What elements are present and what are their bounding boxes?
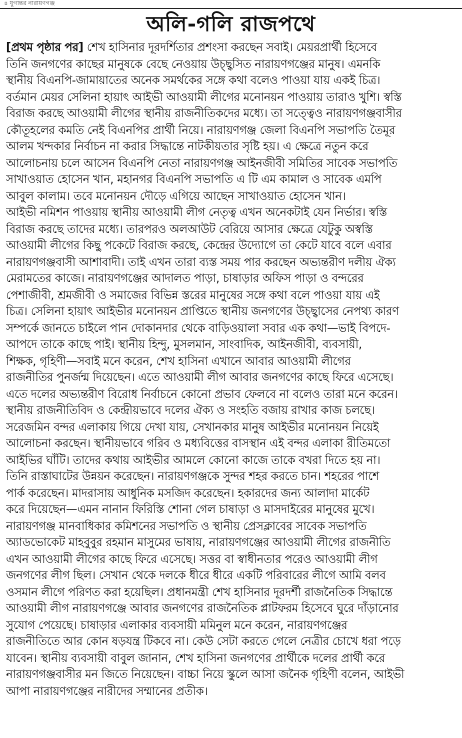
article-line-text: যাবেন। স্থানীয় ব্যবসায়ী বাবুল জানান, শেখ হাসিনা জনগণের প্রার্থীকে দলের প্রার্থী করে — [6, 651, 386, 665]
article-line-text: বর্তমান মেয়র সেলিনা হায়াৎ আইভী আওয়ামী লীগের মনোনয়ন পাওয়ায় তারাও খুশি। স্বস্তি — [6, 90, 402, 104]
article-line — [6, 519, 455, 536]
article-line — [6, 651, 455, 668]
article-line — [6, 205, 455, 222]
article-line — [6, 667, 455, 684]
article-line-text: আলোচনায় চলে আসেন বিএনপি নেতা নারায়ণগঞ্জ আইনজীবী সমিতির সাবেক সভাপতি — [6, 156, 398, 170]
article-line — [6, 255, 455, 272]
article-line — [6, 222, 455, 239]
article-line-text: আইভির ঘাঁটি। তাদের কথায় আইভীর আমলে কোনো কাজে তাকে বখরা দিতে হয় না। — [6, 453, 381, 467]
article-line — [6, 156, 455, 173]
article-line — [6, 139, 455, 156]
article-line — [6, 189, 455, 206]
article-line-text: সাখাওয়াত হোসেন খান, মহানগর বিএনপি সভাপতি এ টি এম কামাল ও সাবেক এমপি — [6, 173, 382, 186]
article-line-text: এখন আওয়ামী লীগের কাছে ফিরে এসেছে। সত্তর বা স্বাধীনতার পরেও আওয়ামী লীগ — [6, 552, 378, 566]
article-line — [6, 552, 455, 569]
article-line-text: রাজনীতির পুনর্জন্ম দিয়েছেন। এতে আওয়ামী লীগ আবার জনগণের কাছে ফিরে এসেছে। — [6, 371, 394, 384]
article-line — [6, 486, 455, 503]
article-line — [6, 40, 455, 57]
article-line-text: তিনি রাস্তাঘাটের উন্নয়ন করেছেন। নারায়ণগঞ্জকে সুন্দর শহর করতে চান। শহরের পাশে — [6, 470, 380, 483]
article-line — [6, 238, 455, 255]
article-line — [6, 618, 455, 635]
article-line — [6, 387, 455, 404]
article-line-text: স্থানীয় বিএনপি-জামায়াতের অনেক সমর্থকের সঙ্গে কথা বলেও পাওয়া যায় একই চিত্র। — [6, 74, 381, 87]
article-line-text: আলম খন্দকার নির্বাচন না করার সিদ্ধান্তে নাটকীয়তার সৃষ্টি হয়। এ ক্ষেত্রে নতুন করে — [6, 140, 369, 153]
article-line-text: বিরাজ করছে তাদের মধ্যে। তারপরও অলআউট বেরিয়ে আসার ক্ষেত্রে যেটুকু অস্বস্তি — [6, 222, 373, 236]
article-line-text: তিনি জনগণের কাছের মানুষকে বেছে নেওয়ায় উচ্ছ্বসিত নারায়ণগঞ্জের মানুষ। এমনকি — [6, 57, 381, 71]
article-line — [6, 106, 455, 123]
article-line-text: নারায়ণগঞ্জবাসী আশাবাদী। তাই এখন তারা ব্যস্ত সময় পার করছেন অভ্যন্তরীণ দলীয় ঐক্য — [6, 255, 396, 269]
article-line-text: সুযোগ পেয়েছে। চাষাড়ার এলাকার ব্যবসায়ী মমিনুল মনে করেন, নারায়ণগঞ্জের — [6, 618, 348, 632]
article-line-text: করে দিয়েছেন—এমন নানান ফিরিস্তি শোনা গেল চাষাড়া ও মাসদাইরের মানুষের মুখে। — [6, 503, 375, 516]
article-line-text: জনগণের লীগ ছিল। সেখান থেকে দলকে ধীরে ধীরে একটি পরিবারের লীগে আমি বলব — [6, 569, 386, 582]
article-line — [6, 337, 455, 354]
article-line-text: সম্পর্কে জানতে চাইলে পান দোকানদার থেকে বাড়িওয়ালা সবার এক কথা—ভাই বিপদে- — [6, 321, 391, 335]
article-line-text: আপদে তাকে কাছে পাই। স্থানীয় হিন্দু, মুসলমান, সাংবাদিক, আইনজীবী, ব্যবসায়ী, — [6, 338, 362, 351]
article-line — [6, 469, 455, 486]
article-line-text: আপা নারায়ণগঞ্জের নারীদের সম্মানের প্রতীক। — [6, 684, 208, 698]
article-line — [6, 436, 455, 453]
top-strip-text: ৪ যুগান্তর নারায়ণগঞ্জ — [4, 0, 55, 7]
article-line — [6, 354, 455, 371]
article-line-text: বিরাজ করছে আওয়ামী লীগের স্থানীয় রাজনীতিকদের মধ্যে। তা সত্ত্বেও নারায়ণগঞ্জবাসীর — [6, 107, 402, 120]
article-line-text: সরেজমিন বন্দর এলাকায় গিয়ে দেখা যায়, সেখানকার মানুষ আইভীর মনোনয়ন নিয়েই — [6, 420, 379, 434]
article-line — [6, 535, 455, 552]
article-line — [6, 568, 455, 585]
article-line — [6, 453, 455, 470]
article-line — [6, 403, 455, 420]
continuation-tag: [প্রথম পৃষ্ঠার পর] — [6, 41, 84, 54]
article-line-text: অ্যাডভোকেট মাহবুবুর রহমান মাসুমের ভাষায়, নারায়ণগঞ্জের আওয়ামী লীগের রাজনীতি — [6, 536, 391, 549]
article-line-text: শিক্ষক, গৃহিণী—সবাই মনে করেন, শেখ হাসিনা এখানে আবার আওয়ামী লীগের — [6, 354, 351, 368]
article-line-text: আইভী নমিশন পাওয়ায় স্থানীয় আওয়ামী লীগ নেতৃত্ব এখন অনেকটাই যেন নির্ভার। স্বস্তি — [6, 206, 387, 219]
article-line-text: স্থানীয় রাজনীতিবিদ ও কেন্দ্রীয়ভাবে দলের ঐক্য ও সংহতি বজায় রাখার কাজ চলছে। — [6, 404, 375, 417]
article-line-text: আওয়ামী লীগের কিছু পকেটে বিরাজ করছে, কেন্দ্রের উদ্যোগে তা কেটে যাবে বলে এবার — [6, 239, 392, 252]
article-line-text: নারায়ণগঞ্জ মানবাধিকার কমিশনের সভাপতি ও স্থানীয় প্রেসক্লাবের সাবেক সভাপতি — [6, 519, 367, 533]
article-line-text: নারায়ণগঞ্জবাসীর মন জিতে নিয়েছেন। বাচ্চা নিয়ে স্কুলে আসা জনৈক গৃহিণী বলেন, আইভী — [6, 668, 405, 681]
top-divider — [0, 8, 462, 9]
article-line — [6, 684, 455, 701]
article-line — [6, 172, 455, 189]
article-line — [6, 585, 455, 602]
article-line — [6, 90, 455, 107]
article-line — [6, 304, 455, 321]
article-body — [6, 40, 455, 734]
article-line — [6, 73, 455, 90]
article-line — [6, 502, 455, 519]
article-line — [6, 321, 455, 338]
article-line-text: আলোচনা করছেন। স্থানীয়ভাবে গরিব ও মধ্যবিত্তের বাসস্থান এই বন্দর এলাকা রীতিমতো — [6, 437, 391, 450]
article-line-text: মেরামতের কাজে। নারায়ণগঞ্জের আদালত পাড়া, চাষাড়ার অফিস পাড়া ও বন্দরের — [6, 272, 364, 285]
article-line-text: চিত্র। সেলিনা হায়াৎ আইভীর মনোনয়ন প্রাপ্তিতে স্থানীয় জনগণের উচ্ছ্বাসের নেপথ্য কারণ — [6, 305, 399, 318]
article-line — [6, 601, 455, 618]
article-line-text: ওসমান লীগে পরিণত করা হয়েছিল। প্রধানমন্ত্রী শেখ হাসিনার দূরদর্শী রাজনৈতিক সিদ্ধান্তে — [6, 585, 393, 599]
article-line-text: রাজনীতিতে আর কোন ষড়যন্ত্র টিকবে না। কেউ সেটা করতে গেলে নেত্রীর চোখে ধরা পড়ে — [6, 635, 401, 648]
article-line — [6, 271, 455, 288]
article-line — [6, 288, 455, 305]
article-line — [6, 57, 455, 74]
article-headline: অলি-গলি রাজপথে — [146, 11, 316, 36]
article-line — [6, 420, 455, 437]
article-line-text: আবুল কালাম। তবে মনোনয়ন দৌড়ে এগিয়ে আছেন সাখাওয়াত হোসেন খান। — [6, 189, 346, 203]
article-line-text: পেশাজীবী, শ্রমজীবী ও সমাজের বিভিন্ন স্তরের মানুষের সঙ্গে কথা বলে পাওয়া যায় এই — [6, 288, 380, 302]
article-line-text: শেখ হাসিনার দূরদর্শিতার প্রশংসা করছেন সবাই। মেয়রপ্রার্থী হিসেবে — [83, 41, 377, 54]
article-line-text: পার্ক করেছেন। মাদরাসায় আধুনিক মসজিদ করেছেন। হকারদের জন্য আলাদা মার্কেট — [6, 486, 370, 500]
article-line — [6, 123, 455, 140]
article-line — [6, 370, 455, 387]
article-line-text: কৌতূহলের কমতি নেই বিএনপির প্রার্থী নিয়ে। নারায়ণগঞ্জ জেলা বিএনপি সভাপতি তৈমূর — [6, 123, 396, 137]
article-line — [6, 634, 455, 651]
article-line-text: আওয়ামী লীগ নারায়ণগঞ্জে আবার জনগণের রাজনৈতিক প্লাটফরম হিসেবে ঘুরে দাঁড়ানোর — [6, 602, 399, 615]
article-line-text: এতে দলের অভ্যন্তরীণ বিরোধ নির্বাচনে কোনো প্রভাব ফেলবে না বলেও তারা মনে করেন। — [6, 387, 398, 401]
